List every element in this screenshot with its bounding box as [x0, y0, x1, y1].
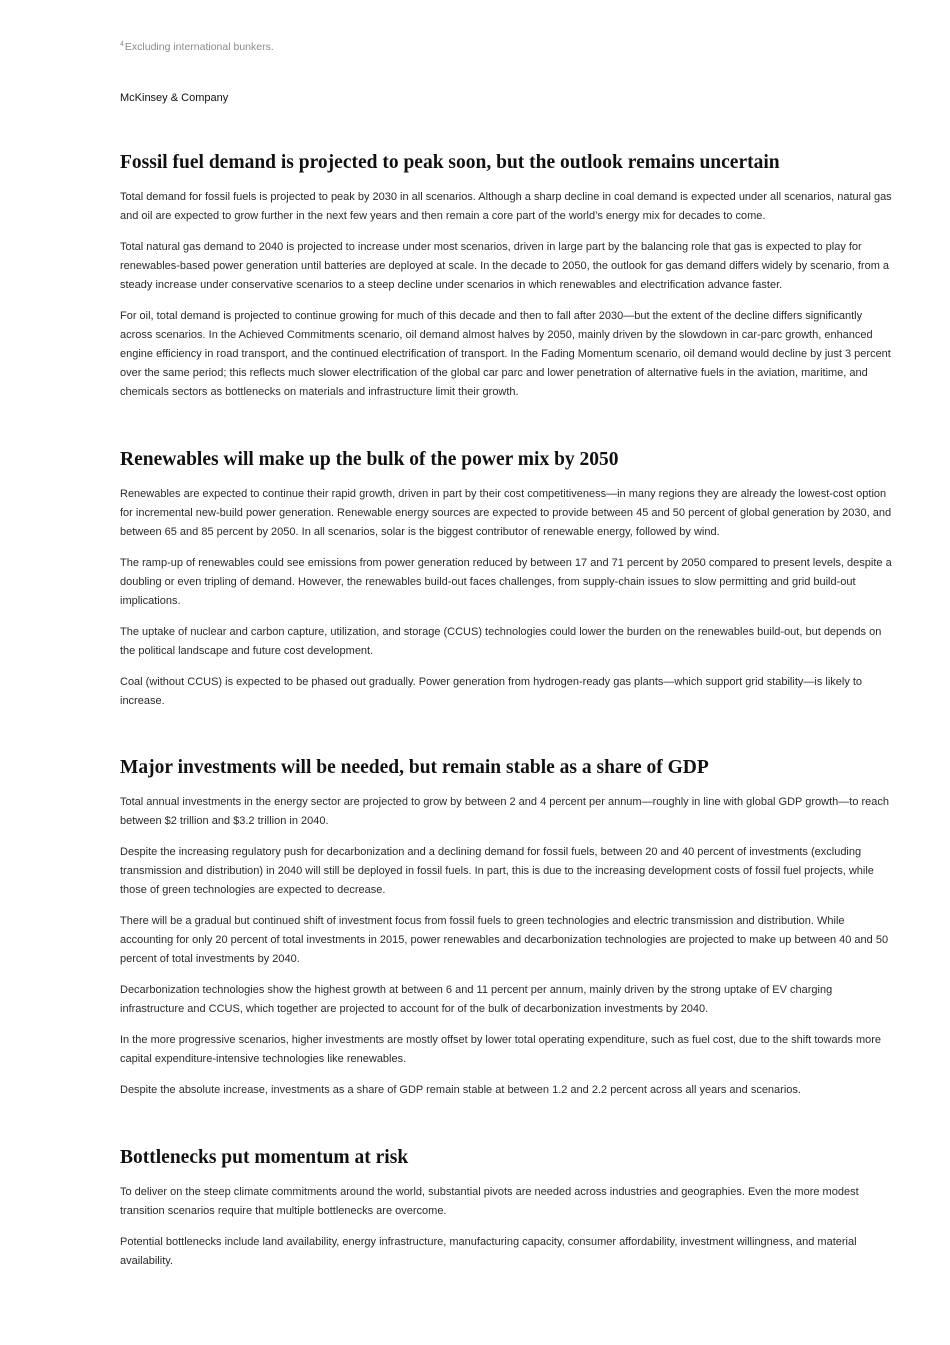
- paragraph: Total natural gas demand to 2040 is projected to increase under most scenarios, driven in large part by the balancing role that gas is expected to play for renewables-based power generation until batteries are deployed at scale. In the decade to 2050, the outlook for gas demand differs widely by scenario, from a steady increase under conservative scenarios to a steep decline under scenarios in which renewables and electrification advance faster.: [120, 241, 890, 291]
- paragraph: There will be a gradual but continued shift of investment focus from fossil fuels to green technologies and electric transmission and distribution. While accounting for only 20 percent of total investments in 2015, power renewables and decarbonization technologies are projected to make up between 40 and 50 percent of total investments by 2040.: [120, 915, 889, 965]
- paragraph: Despite the increasing regulatory push for decarbonization and a declining demand for fossil fuels, between 20 and 40 percent of investments (excluding transmission and distribution) in 2040 will still be deployed in fossil fuels. In part, this is due to the increasing development costs of fossil fuel projects, while those of green technologies are expected to decrease.: [120, 846, 874, 896]
- paragraph: Despite the absolute increase, investments as a share of GDP remain stable at between 1.2 and 2.2 percent across all years and scenarios.: [120, 1084, 801, 1096]
- paragraph: The ramp-up of renewables could see emissions from power generation reduced by between 17 and 71 percent by 2050 compared to present levels, despite a doubling or even tripling of demand. However, the renewables build-out faces challenges, from supply-chain issues to slow permitting and grid build-out implications.: [120, 557, 892, 607]
- paragraph: In the more progressive scenarios, higher investments are mostly offset by lower total operating expenditure, such as fuel cost, due to the shift towards more capital expenditure-intensive technologies like renewables.: [120, 1034, 882, 1065]
- footnote-marker: 4: [120, 41, 124, 48]
- section-bottlenecks: [120, 1146, 895, 1283]
- section-heading: Renewables will make up the bulk of the power mix by 2050: [120, 449, 619, 470]
- paragraph: Renewables are expected to continue their rapid growth, driven in part by their cost competitiveness—in many regions they are already the lowest-cost option for incremental new-build power generation. Renewable energy sources are expected to provide between 45 and 50 percent of global generation by 2030, and between 65 and 85 percent by 2050. In all scenarios, solar is the biggest contributor of renewable energy, followed by wind.: [120, 488, 892, 538]
- paragraph: To deliver on the steep climate commitments around the world, substantial pivots are needed across industries and geographies. Even the more modest transition scenarios require that multiple bottlenecks are overcome.: [120, 1186, 859, 1217]
- footnote: [120, 41, 274, 53]
- paragraph: The uptake of nuclear and carbon capture, utilization, and storage (CCUS) technologies could lower the burden on the renewables build-out, but depends on the political landscape and future cost development.: [120, 626, 882, 657]
- section-fossil-fuel-demand: [120, 151, 895, 414]
- paragraph: Total demand for fossil fuels is projected to peak by 2030 in all scenarios. Although a sharp decline in coal demand is expected under all scenarios, natural gas and oil are expected to grow further in the next few years and then remain a core part of the world’s energy mix for decades to come.: [120, 191, 892, 222]
- brand-name: McKinsey & Company: [120, 92, 229, 104]
- footnote-text: Excluding international bunkers.: [124, 41, 274, 53]
- paragraph: Potential bottlenecks include land availability, energy infrastructure, manufacturing capacity, consumer affordability, investment willingness, and material availability.: [120, 1236, 857, 1267]
- section-heading: Major investments will be needed, but remain stable as a share of GDP: [120, 757, 709, 778]
- section-heading: Fossil fuel demand is projected to peak soon, but the outlook remains uncertain: [120, 152, 780, 173]
- paragraph: Total annual investments in the energy sector are projected to grow by between 2 and 4 percent per annum—roughly in line with global GDP growth—to reach between $2 trillion and $3.2 trillion in 2040.: [120, 796, 890, 827]
- section-renewables: [120, 448, 895, 723]
- section-heading: Bottlenecks put momentum at risk: [120, 1147, 409, 1168]
- section-investments: [120, 756, 895, 1112]
- paragraph: Coal (without CCUS) is expected to be phased out gradually. Power generation from hydrogen-ready gas plants—which support grid stability—is likely to increase.: [120, 676, 863, 707]
- paragraph: Decarbonization technologies show the highest growth at between 6 and 11 percent per annum, mainly driven by the strong uptake of EV charging infrastructure and CCUS, which together are projected to account for of the bulk of decarbonization investments by 2040.: [120, 984, 833, 1015]
- paragraph: For oil, total demand is projected to continue growing for much of this decade and then to fall after 2030—but the extent of the decline differs significantly across scenarios. In the Achieved Commitments scenario, oil demand almost halves by 2050, mainly driven by the slowdown in car-parc growth, enhanced engine efficiency in road transport, and the continued electrification of transport. In the Fading Momentum scenario, oil demand would decline by just 3 percent over the same period; this reflects much slower electrification of the global car parc and lower penetration of alternative fuels in the aviation, maritime, and chemicals sectors as bottlenecks on materials and infrastructure limit their growth.: [120, 310, 891, 398]
